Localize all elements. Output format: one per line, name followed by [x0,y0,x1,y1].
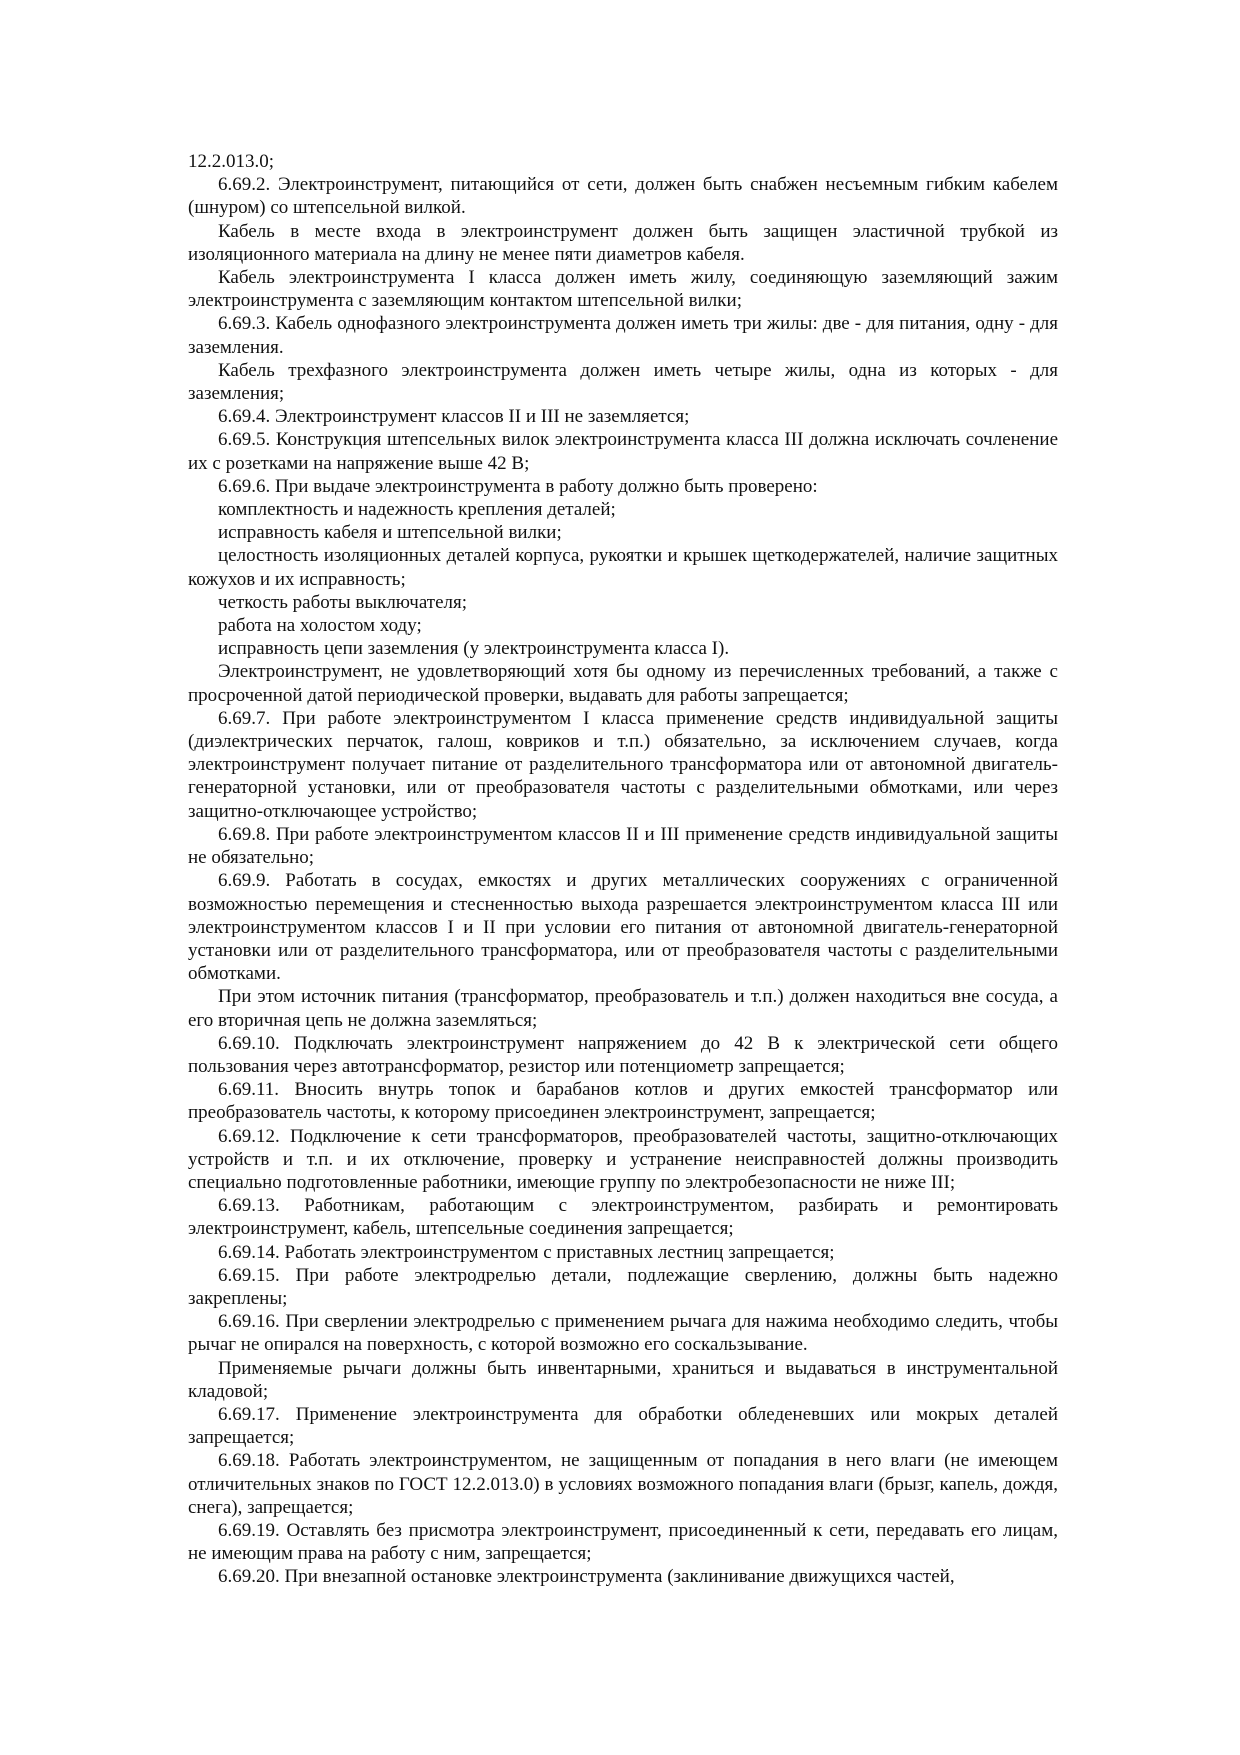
paragraph-6-69-16: 6.69.16. При сверлении электродрелью с применением рычага для нажима необходимо следить, чтобы рычаг не опирался на поверхность, с которой возможно его соскальзывание. [188,1311,1058,1356]
paragraph: Кабель в месте входа в электроинструмент должен быть защищен эластичной трубкой из изоляционного материала на длину не менее пяти диаметров кабеля. [188,220,1058,265]
paragraph-6-69-17: 6.69.17. Применение электроинструмента для обработки обледеневших или мокрых деталей запрещается; [188,1403,1058,1449]
paragraph-6-69-9: 6.69.9. Работать в сосудах, емкостях и других металлических сооружениях с ограниченной возможностью перемещения и стесненностью выхода разрешается электроинструментом класса III или электроинструментом классов I и II при условии его питания от автономной двигатель-генераторной установки или от разделительного трансформатора, или от преобразователя частоты с разделительными обмотками. [188,870,1058,985]
checklist-item: четкость работы выключателя; [218,591,468,613]
paragraph-6-69-5: 6.69.5. Конструкция штепсельных вилок электроинструмента класса III должна исключать сочленение их с розетками на напряжение выше 42 В; [188,429,1058,474]
checklist-item: исправность цепи заземления (у электроинструмента класса I). [218,638,730,660]
paragraph-6-69-14: 6.69.14. Работать электроинструментом с приставных лестниц запрещается; [218,1241,835,1263]
paragraph: Электроинструмент, не удовлетворяющий хотя бы одному из перечисленных требований, а также с просроченной датой периодической проверки, выдавать для работы запрещается; [188,661,1058,706]
paragraph-6-69-11: 6.69.11. Вносить внутрь топок и барабанов котлов и других емкостей трансформатор или преобразователь частоты, к которому присоединен электроинструмент, запрещается; [188,1079,1058,1124]
paragraph-continuation: 12.2.013.0; [188,151,275,172]
checklist-item: работа на холостом ходу; [218,615,422,637]
paragraph-6-69-18: 6.69.18. Работать электроинструментом, не защищенным от попадания в него влаги (не имеющем отличительных знаков по ГОСТ 12.2.013.0) в условиях возможного попадания влаги (брызг, капель, дождя, снега), запрещается; [188,1450,1058,1518]
paragraph-6-69-19: 6.69.19. Оставлять без присмотра электроинструмент, присоединенный к сети, передавать его лицам, не имеющим права на работу с ним, запрещается; [188,1519,1058,1565]
paragraph: Применяемые рычаги должны быть инвентарными, храниться и выдаваться в инструментальной кладовой; [188,1357,1058,1402]
paragraph-6-69-12: 6.69.12. Подключение к сети трансформаторов, преобразователей частоты, защитно-отключающих устройств и т.п. и их отключение, проверку и устранение неисправностей должны производить специально подготовленные работники, имеющие группу по электробезопасности не ниже III; [188,1125,1058,1193]
paragraph-6-69-3: 6.69.3. Кабель однофазного электроинструмента должен иметь три жилы: две - для питания, одну - для заземления. [188,313,1058,358]
paragraph: При этом источник питания (трансформатор, преобразователь и т.п.) должен находиться вне сосуда, а его вторичная цепь не должна заземляться; [188,986,1058,1031]
paragraph-6-69-13: 6.69.13. Работникам, работающим с электроинструментом, разбирать и ремонтировать электроинструмент, кабель, штепсельные соединения запрещается; [188,1195,1058,1240]
paragraph: Кабель электроинструмента I класса должен иметь жилу, соединяющую заземляющий зажим электроинструмента с заземляющим контактом штепсельной вилки; [188,267,1058,312]
document-page [188,150,1058,1589]
checklist-item: целостность изоляционных деталей корпуса, рукоятки и крышек щеткодержателей, наличие защитных кожухов и их исправность; [188,545,1058,590]
paragraph-6-69-20: 6.69.20. При внезапной остановке электроинструмента (заклинивание движущихся частей, [218,1566,955,1588]
paragraph-6-69-7: 6.69.7. При работе электроинструментом I класса применение средств индивидуальной защиты (диэлектрических перчаток, галош, ковриков и т.п.) обязательно, за исключением случаев, когда электроинструмент получает питание от разделительного трансформатора или от автономной двигатель-генераторной установки, или от преобразователя частоты с разделительными обмотками, или через защитно-отключающее устройство; [188,707,1058,822]
paragraph-6-69-2: 6.69.2. Электроинструмент, питающийся от сети, должен быть снабжен несъемным гибким кабелем (шнуром) со штепсельной вилкой. [188,174,1058,219]
checklist-item: комплектность и надежность крепления деталей; [218,499,616,521]
checklist-item: исправность кабеля и штепсельной вилки; [218,522,562,544]
paragraph: Кабель трехфазного электроинструмента должен иметь четыре жилы, одна из которых - для заземления; [188,359,1058,405]
paragraph-6-69-8: 6.69.8. При работе электроинструментом классов II и III применение средств индивидуальной защиты не обязательно; [188,823,1058,869]
paragraph-6-69-6: 6.69.6. При выдаче электроинструмента в работу должно быть проверено: [218,475,818,497]
paragraph-6-69-10: 6.69.10. Подключать электроинструмент напряжением до 42 В к электрической сети общего пользования через автотрансформатор, резистор или потенциометр запрещается; [188,1032,1058,1077]
paragraph-6-69-4: 6.69.4. Электроинструмент классов II и III не заземляется; [218,406,690,428]
paragraph-6-69-15: 6.69.15. При работе электродрелью детали, подлежащие сверлению, должны быть надежно закреплены; [188,1264,1058,1309]
